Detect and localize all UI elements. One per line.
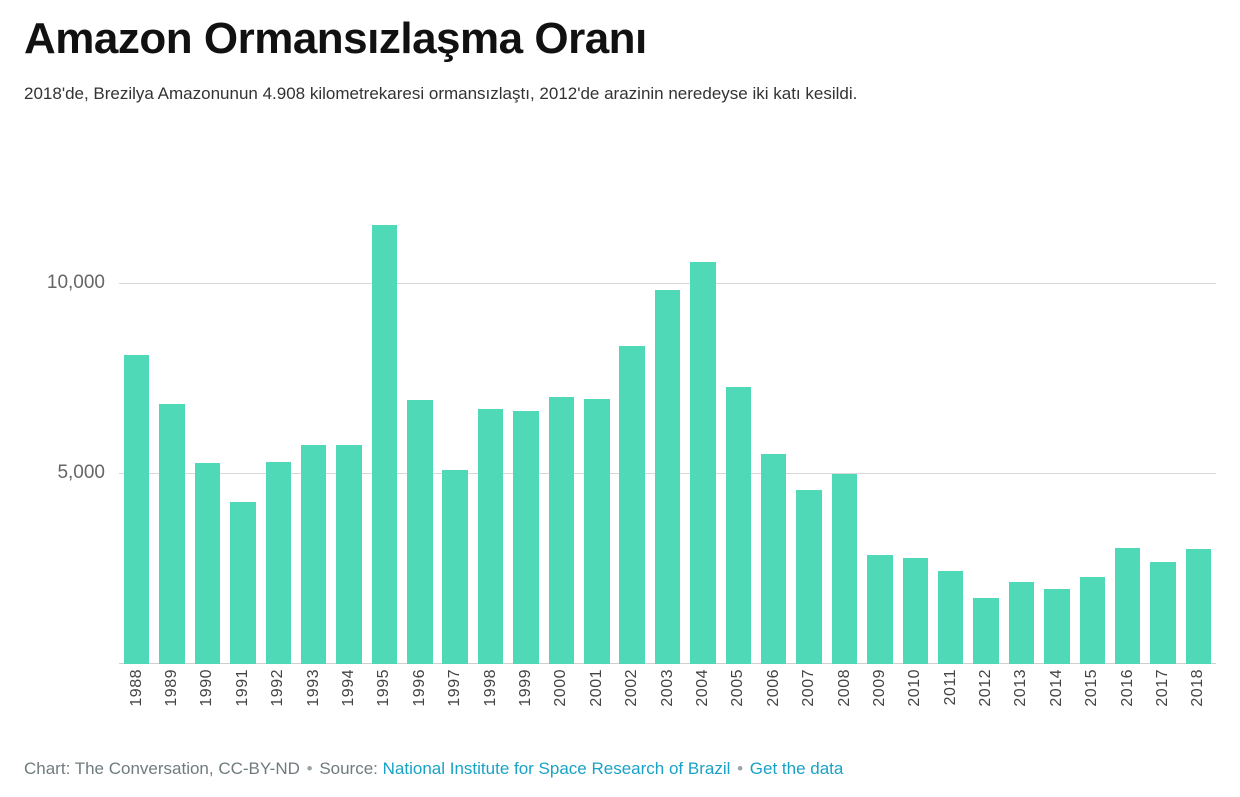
footer-separator-2: • [737,759,744,778]
bar-slot [1145,189,1180,664]
x-label-slot [1075,669,1110,744]
bar[interactable] [1009,582,1034,664]
x-label-slot [119,669,154,744]
bar[interactable] [938,571,963,664]
x-axis-tick-label: 2010 [906,669,924,707]
bar[interactable] [407,400,432,664]
bar[interactable] [619,346,644,664]
x-axis-tick-label: 2008 [835,669,853,707]
x-axis-tick-label: 1989 [163,669,181,707]
y-axis-tick-label: 5,000 [57,462,105,483]
x-axis-tick-label: 1994 [340,669,358,707]
bar-slot [898,189,933,664]
x-label-slot [685,669,720,744]
bar[interactable] [1115,548,1140,664]
bar-slot [579,189,614,664]
x-axis-tick-label: 1998 [481,669,499,707]
x-label-slot [190,669,225,744]
bar[interactable] [513,411,538,664]
source-label: Source: [319,759,378,778]
x-axis-tick-label: 2001 [587,669,605,707]
bar[interactable] [301,445,326,664]
bar-slot [827,189,862,664]
page-title: Amazon Ormansızlaşma Oranı [24,14,647,63]
x-axis-tick-label: 1991 [233,669,251,707]
bar[interactable] [832,474,857,664]
chart-footer [24,759,1216,779]
bar[interactable] [195,463,220,664]
bar[interactable] [372,225,397,664]
chart-credit: Chart: The Conversation, CC-BY-ND [24,759,300,778]
bar[interactable] [230,502,255,664]
x-axis-tick-label: 2009 [870,669,888,707]
bar[interactable] [655,290,680,664]
bar-slot [650,189,685,664]
x-axis-tick-label: 2016 [1118,669,1136,707]
bar-slot [1039,189,1074,664]
bar[interactable] [1080,577,1105,664]
bar-series [119,189,1216,664]
x-axis-tick-label: 2005 [729,669,747,707]
x-label-slot [933,669,968,744]
bar-slot [791,189,826,664]
x-axis-tick-label: 2000 [552,669,570,707]
x-label-slot [508,669,543,744]
x-label-slot [473,669,508,744]
bar[interactable] [761,454,786,664]
bar-slot [119,189,154,664]
bar[interactable] [726,387,751,664]
x-axis-tick-label: 2014 [1047,669,1065,707]
bar[interactable] [796,490,821,664]
bar[interactable] [867,555,892,664]
x-label-slot [721,669,756,744]
bar[interactable] [124,355,149,664]
x-axis-tick-label: 1995 [375,669,393,707]
x-label-slot [1110,669,1145,744]
x-label-slot [862,669,897,744]
x-axis-tick-label: 1999 [516,669,534,707]
x-axis-tick-label: 2003 [658,669,676,707]
bar-slot [402,189,437,664]
x-axis-tick-label: 1992 [269,669,287,707]
plot-area [24,189,1216,664]
x-axis-tick-label: 2002 [623,669,641,707]
chart-subtitle: 2018'de, Brezilya Amazonunun 4.908 kilometrekaresi ormansızlaştı, 2012'de arazinin neredeyse iki katı kesildi. [24,83,858,103]
x-label-slot [756,669,791,744]
chart-page [0,14,1240,797]
x-axis-tick-label: 2007 [800,669,818,707]
x-label-slot [296,669,331,744]
x-axis-tick-label: 2018 [1189,669,1207,707]
bar-slot [190,189,225,664]
x-label-slot [367,669,402,744]
x-label-slot [791,669,826,744]
x-label-slot [331,669,366,744]
bar-slot [296,189,331,664]
x-axis-tick-label: 2017 [1154,669,1172,707]
y-axis-tick-label: 10,000 [46,272,105,293]
bar[interactable] [973,598,998,664]
bar-slot [1110,189,1145,664]
bar-slot [933,189,968,664]
x-label-slot [154,669,189,744]
x-label-slot [225,669,260,744]
bar-slot [968,189,1003,664]
x-label-slot [544,669,579,744]
bar[interactable] [266,462,291,664]
bar[interactable] [1044,589,1069,664]
bar[interactable] [1186,549,1211,664]
bar-slot [1004,189,1039,664]
x-axis-tick-label: 2012 [977,669,995,707]
bar-slot [862,189,897,664]
bar[interactable] [336,445,361,664]
bar-slot [261,189,296,664]
x-label-slot [1145,669,1180,744]
bar-slot [508,189,543,664]
x-axis-tick-label: 2011 [941,669,959,706]
bar-slot [721,189,756,664]
bar[interactable] [584,399,609,664]
x-label-slot [898,669,933,744]
x-label-slot [650,669,685,744]
x-axis-tick-label: 2006 [764,669,782,707]
bar[interactable] [1150,562,1175,664]
bar-slot [685,189,720,664]
bar[interactable] [442,470,467,664]
bar-slot [1181,189,1216,664]
get-the-data-link[interactable]: Get the data [749,759,844,778]
x-label-slot [579,669,614,744]
x-axis-tick-label: 1993 [304,669,322,707]
x-axis-tick-label: 2015 [1083,669,1101,707]
bar[interactable] [478,409,503,664]
bar[interactable] [690,262,715,664]
x-label-slot [1181,669,1216,744]
bar-slot [331,189,366,664]
bar-slot [367,189,402,664]
x-axis-labels [119,669,1216,744]
x-label-slot [438,669,473,744]
x-label-slot [402,669,437,744]
bar-slot [154,189,189,664]
source-link[interactable]: National Institute for Space Research of Brazil [382,759,731,778]
x-axis-tick-label: 1997 [446,669,464,707]
x-axis-tick-label: 2004 [693,669,711,707]
footer-separator-1: • [306,759,313,778]
x-axis-tick-label: 1990 [198,669,216,707]
x-axis-tick-label: 1988 [127,669,145,707]
bar-slot [473,189,508,664]
bar-slot [544,189,579,664]
x-label-slot [968,669,1003,744]
bar-slot [438,189,473,664]
x-label-slot [827,669,862,744]
x-label-slot [1039,669,1074,744]
bar-slot [756,189,791,664]
x-label-slot [1004,669,1039,744]
bar-slot [225,189,260,664]
bar[interactable] [903,558,928,664]
bar-slot [614,189,649,664]
x-label-slot [261,669,296,744]
bar-slot [1075,189,1110,664]
bar[interactable] [549,397,574,664]
bar[interactable] [159,404,184,664]
x-axis-tick-label: 1996 [410,669,428,707]
x-axis-tick-label: 2013 [1012,669,1030,707]
x-label-slot [614,669,649,744]
